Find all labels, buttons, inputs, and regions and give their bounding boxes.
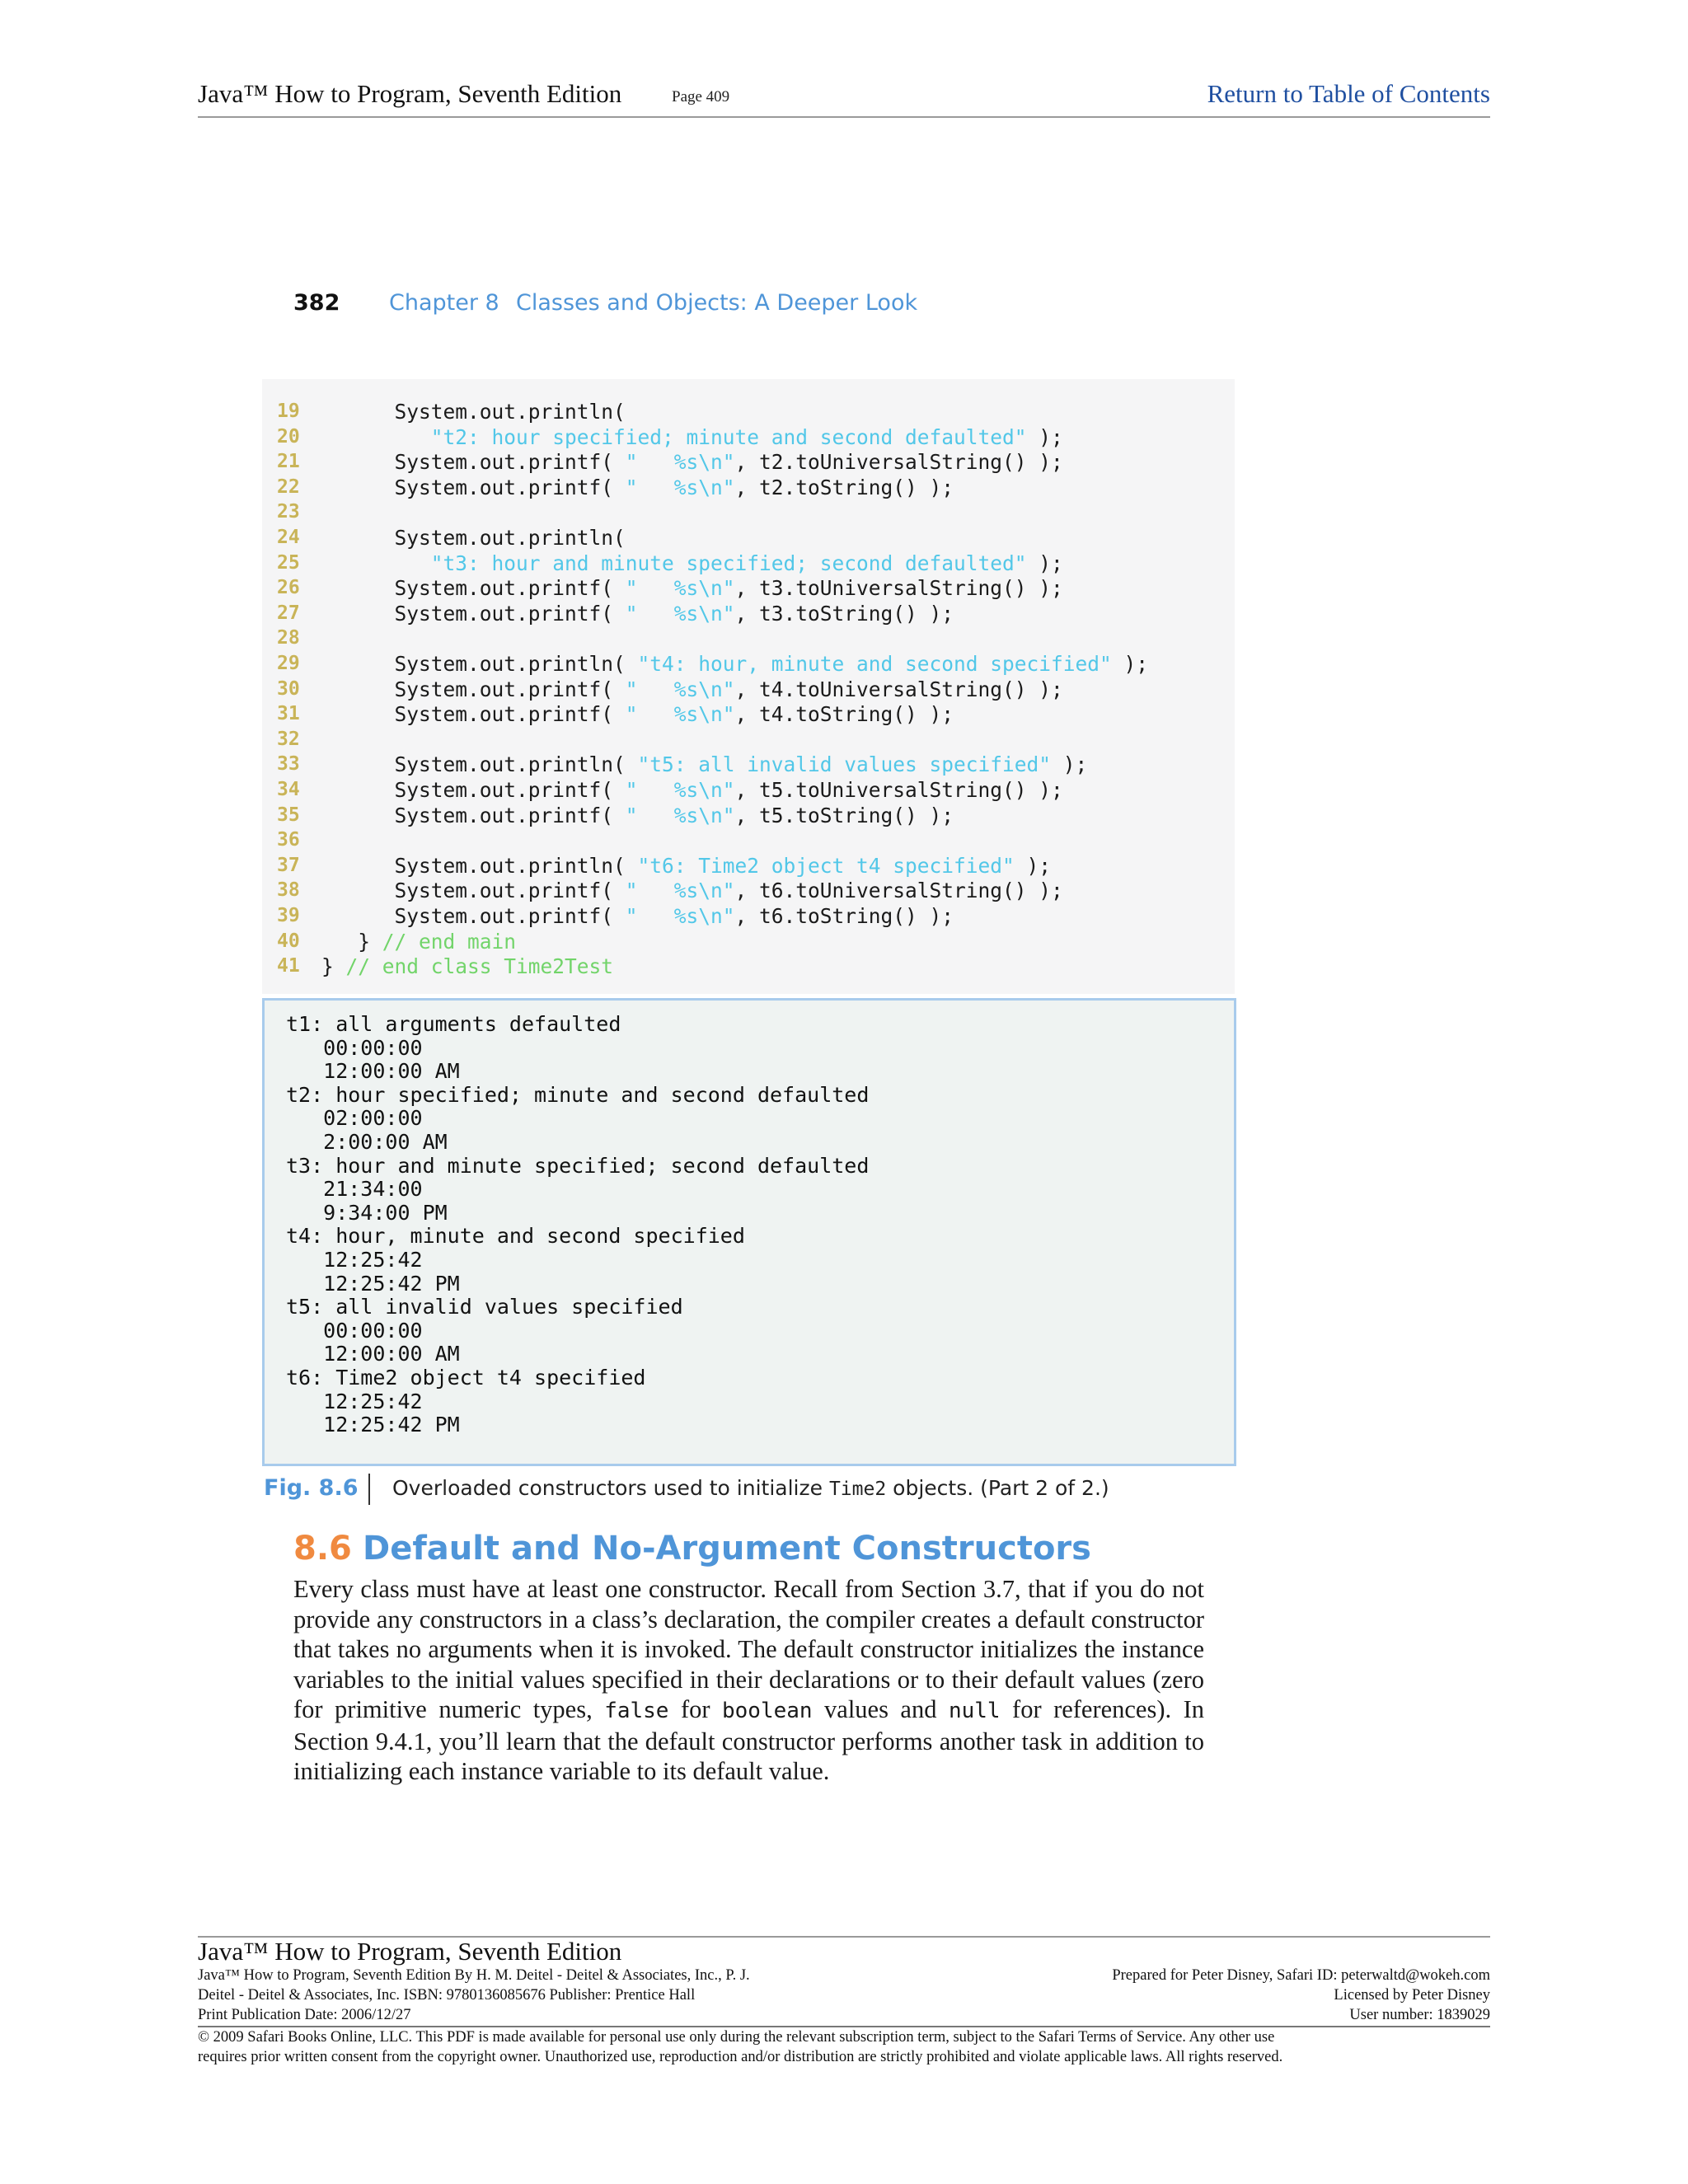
code-token: System.out.println( — [321, 752, 638, 777]
line-number: 31 — [277, 703, 300, 725]
code-token: System.out.printf( — [321, 677, 626, 701]
program-output — [262, 998, 1236, 1466]
string-literal: " %s\n" — [625, 450, 735, 475]
code-line — [262, 827, 1235, 853]
code-token: ); — [1014, 853, 1052, 878]
output-line: 12:00:00 AM — [286, 1059, 460, 1084]
code-token: System.out.printf( — [321, 879, 626, 903]
code-token: System.out.println( — [321, 400, 626, 424]
inline-code: false — [604, 1699, 669, 1723]
caption-separator — [368, 1474, 370, 1505]
code-line — [262, 853, 1235, 879]
code-text — [321, 878, 1063, 903]
string-literal: " %s\n" — [625, 803, 735, 827]
line-number: 32 — [277, 728, 300, 750]
code-text — [321, 525, 626, 551]
code-token: , t6.toUniversalString() ); — [734, 879, 1063, 903]
caption-class-name: Time2 — [828, 1479, 887, 1500]
header-book-title: Java™ How to Program, Seventh Edition — [198, 79, 622, 108]
output-line: t4: hour, minute and second specified — [286, 1224, 745, 1249]
code-text — [321, 701, 954, 727]
string-literal: " %s\n" — [625, 475, 735, 499]
string-literal: "t2: hour specified; minute and second defaulted" — [430, 424, 1027, 449]
code-line — [262, 499, 1235, 525]
output-line: 2:00:00 AM — [286, 1130, 448, 1154]
code-line — [262, 424, 1235, 450]
code-token: , t6.toString() ); — [734, 904, 954, 928]
line-number: 40 — [277, 930, 300, 952]
code-token: ); — [1026, 551, 1063, 575]
code-text — [321, 399, 626, 424]
code-comment: // end main — [382, 929, 517, 954]
code-token: System.out.printf( — [321, 450, 626, 475]
code-token: } — [321, 929, 382, 954]
code-line — [262, 601, 1235, 626]
string-literal: "t3: hour and minute specified; second defaulted" — [430, 551, 1027, 575]
page-number: 382 — [293, 290, 340, 316]
line-number: 21 — [277, 451, 300, 473]
code-line — [262, 525, 1235, 551]
string-literal: " %s\n" — [625, 702, 735, 727]
output-line: 9:34:00 PM — [286, 1200, 448, 1225]
code-line — [262, 651, 1235, 677]
code-line — [262, 626, 1235, 651]
code-line — [262, 777, 1235, 803]
code-token: , t4.toString() ); — [734, 702, 954, 727]
code-line — [262, 727, 1235, 752]
code-token: System.out.println( — [321, 652, 638, 676]
output-line: 12:25:42 PM — [286, 1413, 460, 1437]
code-token: , t4.toUniversalString() ); — [734, 677, 1063, 701]
output-line: t5: all invalid values specified — [286, 1295, 683, 1319]
chapter-label: Chapter 8 — [389, 290, 499, 316]
output-line: t6: Time2 object t4 specified — [286, 1366, 646, 1390]
code-token: System.out.printf( — [321, 904, 626, 928]
code-token: System.out.printf( — [321, 601, 626, 626]
line-number: 26 — [277, 577, 300, 599]
string-literal: " %s\n" — [625, 778, 735, 802]
line-number: 35 — [277, 804, 300, 826]
section-body-paragraph — [293, 1574, 1204, 1787]
header-divider — [198, 116, 1490, 118]
line-number: 34 — [277, 779, 300, 800]
code-listing — [262, 379, 1235, 994]
string-literal: " %s\n" — [625, 601, 735, 626]
output-line: t2: hour specified; minute and second defaulted — [286, 1082, 870, 1107]
code-text — [321, 475, 954, 500]
line-number: 23 — [277, 501, 300, 523]
code-line — [262, 399, 1235, 424]
line-number: 30 — [277, 677, 300, 700]
string-literal: "t5: all invalid values specified" — [637, 752, 1052, 777]
code-line — [262, 449, 1235, 475]
code-line — [262, 701, 1235, 727]
string-literal: " %s\n" — [625, 576, 735, 601]
string-literal: "t4: hour, minute and second specified" — [637, 652, 1112, 676]
section-title: Default and No-Argument Constructors — [363, 1530, 1091, 1568]
figure-number: Fig. 8.6 — [264, 1475, 359, 1501]
caption-text-end: objects. (Part 2 of 2.) — [886, 1476, 1109, 1500]
header-page-label: Page 409 — [672, 88, 730, 105]
code-token: , t3.toUniversalString() ); — [734, 576, 1063, 601]
line-number: 20 — [277, 425, 300, 448]
string-literal: " %s\n" — [625, 879, 735, 903]
footer-user-number: User number: 1839029 — [1349, 2007, 1490, 2023]
string-literal: " %s\n" — [625, 904, 735, 928]
code-text — [321, 601, 954, 626]
code-text — [321, 929, 516, 954]
chapter-title: Classes and Objects: A Deeper Look — [516, 290, 918, 316]
code-token: , t2.toString() ); — [734, 475, 954, 499]
output-line: 21:34:00 — [286, 1177, 423, 1202]
footer-licensed-by: Licensed by Peter Disney — [1334, 1987, 1490, 2004]
footer-copyright-line-2: requires prior written consent from the copyright owner. Unauthorized use, reproduction and/or distribution are strictly prohibited and violate applicable laws. All rights reserved. — [198, 2049, 1283, 2065]
output-line: 12:25:42 — [286, 1248, 423, 1272]
body-text: for references). In Section 9.4.1, you’ll learn that the default constructor performs another task in addition to initializing each instance variable to its default value. — [293, 1695, 1204, 1785]
footer-book-title: Java™ How to Program, Seventh Edition — [198, 1937, 622, 1966]
code-text — [321, 853, 1051, 879]
code-token — [321, 425, 431, 449]
line-number: 38 — [277, 879, 300, 902]
body-text: values and — [812, 1695, 949, 1723]
code-line — [262, 878, 1235, 903]
string-literal: "t6: Time2 object t4 specified" — [637, 853, 1015, 878]
code-line — [262, 575, 1235, 601]
line-number: 27 — [277, 602, 300, 624]
code-text — [321, 424, 1063, 450]
code-line — [262, 954, 1235, 979]
section-number: 8.6 — [293, 1530, 352, 1568]
code-text — [321, 449, 1063, 475]
code-token: , t3.toString() ); — [734, 601, 954, 626]
code-token: ); — [1051, 752, 1088, 777]
body-text: for — [668, 1695, 722, 1723]
line-number: 28 — [277, 627, 300, 649]
code-line — [262, 803, 1235, 828]
code-token: System.out.printf( — [321, 576, 626, 601]
code-text — [321, 575, 1063, 601]
footer-book-info: Java™ How to Program, Seventh Edition By H. M. Deitel - Deitel & Associates, Inc., P. J. — [198, 1967, 750, 1984]
line-number: 39 — [277, 905, 300, 926]
line-number: 36 — [277, 829, 300, 851]
line-number: 29 — [277, 653, 300, 674]
footer-copyright-line-1: © 2009 Safari Books Online, LLC. This PDF is made available for personal use only during the relevant subscription term, subject to the Safari Terms of Service. Any other use — [198, 2029, 1275, 2046]
string-literal: " %s\n" — [625, 677, 735, 701]
code-line — [262, 929, 1235, 954]
code-token: System.out.printf( — [321, 778, 626, 802]
code-token: System.out.printf( — [321, 702, 626, 727]
line-number: 22 — [277, 476, 300, 498]
footer-publication-date: Print Publication Date: 2006/12/27 — [198, 2007, 411, 2023]
footer-publisher-info: Deitel - Deitel & Associates, Inc. ISBN: 9780136085676 Publisher: Prentice Hall — [198, 1987, 696, 2004]
output-line: 12:25:42 PM — [286, 1271, 460, 1296]
output-line: t1: all arguments defaulted — [286, 1012, 621, 1036]
code-text — [321, 677, 1063, 702]
caption-text: Overloaded constructors used to initialize — [392, 1476, 829, 1500]
code-text — [321, 777, 1063, 803]
code-line — [262, 551, 1235, 576]
code-token: , t5.toUniversalString() ); — [734, 778, 1063, 802]
code-text — [321, 651, 1148, 677]
code-line — [262, 677, 1235, 702]
output-line: 00:00:00 — [286, 1318, 423, 1343]
footer-prepared-for: Prepared for Peter Disney, Safari ID: peterwaltd@wokeh.com — [1112, 1967, 1490, 1984]
output-line: 00:00:00 — [286, 1035, 423, 1060]
output-line: 12:00:00 AM — [286, 1342, 460, 1366]
code-token: , t5.toString() ); — [734, 803, 954, 827]
code-token: System.out.println( — [321, 853, 638, 878]
code-text — [321, 903, 954, 929]
return-to-toc-link[interactable]: Return to Table of Contents — [1207, 79, 1490, 108]
inline-code: null — [948, 1699, 1001, 1723]
line-number: 24 — [277, 527, 300, 548]
code-token: } — [321, 954, 346, 979]
code-token — [321, 551, 431, 575]
code-token: System.out.printf( — [321, 475, 626, 499]
code-token: ); — [1111, 652, 1149, 676]
code-text — [321, 551, 1063, 576]
line-number: 33 — [277, 753, 300, 776]
code-line — [262, 752, 1235, 777]
code-comment: // end class Time2Test — [345, 954, 614, 979]
figure-caption — [392, 1476, 1109, 1500]
code-token: , t2.toUniversalString() ); — [734, 450, 1063, 475]
code-token: ); — [1026, 424, 1063, 449]
code-line — [262, 903, 1235, 929]
inline-code: boolean — [721, 1699, 813, 1723]
code-text — [321, 752, 1087, 777]
code-text — [321, 954, 613, 979]
output-line: 12:25:42 — [286, 1389, 423, 1413]
code-line — [262, 475, 1235, 500]
code-text — [321, 803, 954, 828]
line-number: 37 — [277, 854, 300, 876]
code-token: System.out.println( — [321, 526, 626, 550]
output-line: 02:00:00 — [286, 1106, 423, 1131]
line-number: 41 — [277, 955, 300, 977]
output-line: t3: hour and minute specified; second defaulted — [286, 1153, 870, 1178]
line-number: 19 — [277, 401, 300, 422]
code-token: System.out.printf( — [321, 803, 626, 827]
line-number: 25 — [277, 551, 300, 574]
body-text: Every class must have at least one constructor. Recall from Section 3.7, that if you do not provide any constructors in a class’s declaration, the compiler creates a default constructor that takes no arguments when it is invoked. The default constructor initializes the instance variables to the initial values specified in their declarations or to their default values (zero for primitive numeric types, — [293, 1575, 1204, 1723]
